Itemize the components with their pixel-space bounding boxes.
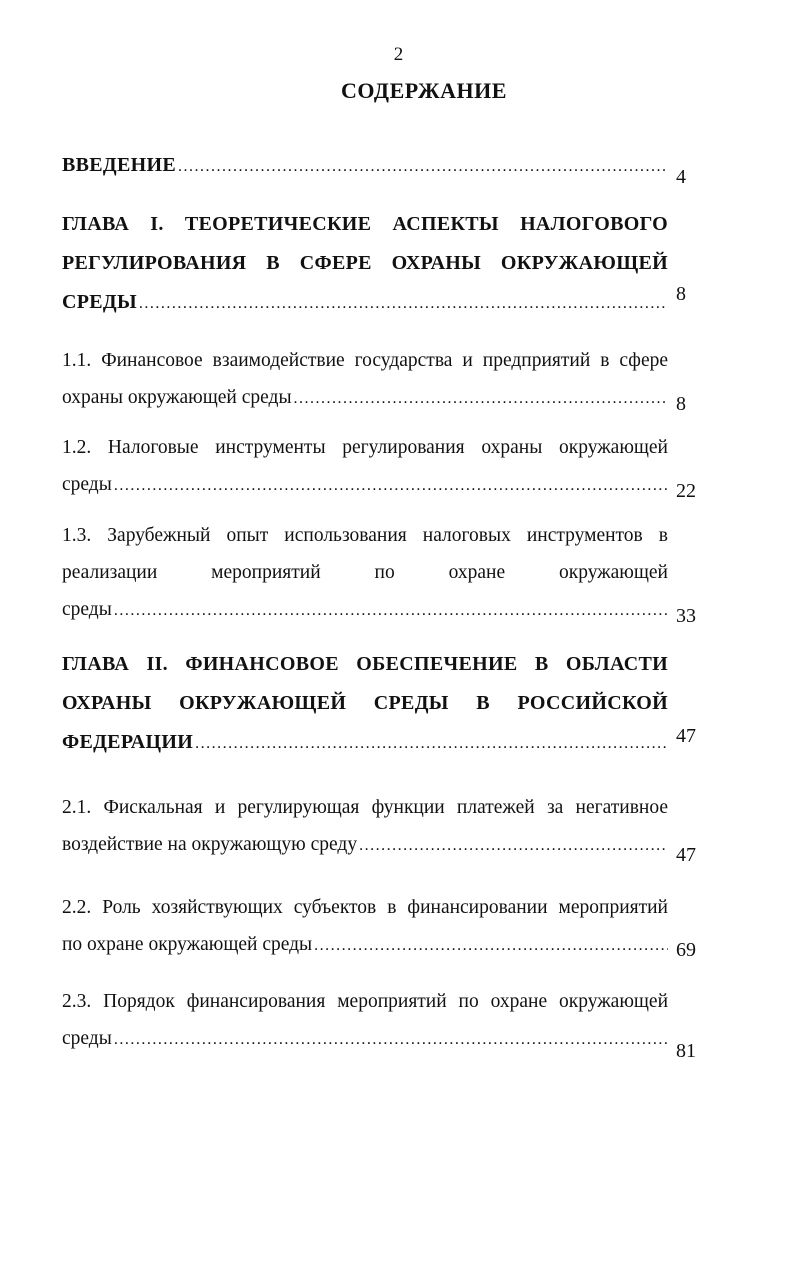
toc-page-number: 69 (676, 939, 696, 961)
dot-leader (114, 467, 668, 504)
toc-page-number: 8 (676, 393, 686, 415)
toc-page-number: 4 (676, 166, 686, 188)
toc-entry-line: ГЛАВА I. ТЕОРЕТИЧЕСКИЕ АСПЕКТЫ НАЛОГОВОГО (62, 213, 668, 235)
toc-entry-1-3[interactable] (62, 517, 668, 629)
toc-entry-chapter-2[interactable] (62, 645, 668, 763)
toc-entry-last-line (62, 283, 668, 323)
toc-entry-title: охраны окружающей среды (62, 387, 292, 408)
toc-entry-title: ФЕДЕРАЦИИ (62, 731, 194, 753)
toc-entry-last-line (62, 146, 668, 186)
toc-entry-last-line (62, 826, 668, 864)
dot-leader (195, 724, 668, 763)
dot-leader (114, 592, 668, 629)
dot-leader (114, 1021, 668, 1058)
toc-entry-last-line (62, 379, 668, 417)
toc-entry-title: по охране окружающей среды (62, 934, 313, 955)
toc-entry-title: СРЕДЫ (62, 291, 137, 313)
toc-entry-last-line (62, 723, 668, 763)
toc-page-number: 81 (676, 1040, 696, 1062)
toc-page-number: 8 (676, 283, 686, 305)
dot-leader (314, 927, 668, 964)
toc-entry-introduction[interactable] (62, 146, 668, 186)
toc-page-number: 47 (676, 725, 696, 747)
toc-entry-line: РЕГУЛИРОВАНИЯ В СФЕРЕ ОХРАНЫ ОКРУЖАЮЩЕЙ (62, 252, 668, 274)
dot-leader (359, 827, 668, 864)
toc-entry-last-line (62, 926, 668, 964)
toc-entry-2-3[interactable] (62, 983, 668, 1058)
toc-entry-line: реализации мероприятий по охране окружающей (62, 562, 668, 583)
toc-entry-line: 2.3. Порядок финансирования мероприятий по охране окружающей (62, 991, 668, 1012)
toc-page-number: 33 (676, 605, 696, 627)
toc-entry-2-1[interactable] (62, 789, 668, 864)
toc-entry-2-2[interactable] (62, 889, 668, 964)
toc-entry-title: среды (62, 599, 112, 620)
toc-entry-title: среды (62, 1028, 112, 1049)
toc-entry-last-line (62, 466, 668, 504)
toc-entry-title: ВВЕДЕНИЕ (62, 154, 176, 176)
toc-entry-line: ГЛАВА II. ФИНАНСОВОЕ ОБЕСПЕЧЕНИЕ В ОБЛАСТИ (62, 653, 668, 675)
toc-entry-title: среды (62, 474, 112, 495)
toc-page-number: 22 (676, 480, 696, 502)
toc-entry-1-2[interactable] (62, 429, 668, 504)
toc-entry-title: воздействие на окружающую среду (62, 834, 358, 855)
toc-page-number: 47 (676, 844, 696, 866)
toc-entry-last-line (62, 1020, 668, 1058)
toc-entry-line: 1.1. Финансовое взаимодействие государства и предприятий в сфере (62, 350, 668, 371)
toc-entry-line: 1.2. Налоговые инструменты регулирования охраны окружающей (62, 437, 668, 458)
document-title: СОДЕРЖАНИЕ (341, 78, 507, 103)
toc-entry-chapter-1[interactable] (62, 205, 668, 323)
page-number: 2 (393, 44, 404, 65)
toc-entry-1-1[interactable] (62, 342, 668, 417)
toc-entry-last-line (62, 591, 668, 629)
toc-entry-line: 2.2. Роль хозяйствующих субъектов в финансировании мероприятий (62, 897, 668, 918)
dot-leader (294, 380, 668, 417)
dot-leader (178, 147, 668, 186)
toc-entry-line: 1.3. Зарубежный опыт использования налоговых инструментов в (62, 525, 668, 546)
toc-entry-line: ОХРАНЫ ОКРУЖАЮЩЕЙ СРЕДЫ В РОССИЙСКОЙ (62, 692, 668, 714)
toc-entry-line: 2.1. Фискальная и регулирующая функции платежей за негативное (62, 797, 668, 818)
dot-leader (139, 284, 668, 323)
